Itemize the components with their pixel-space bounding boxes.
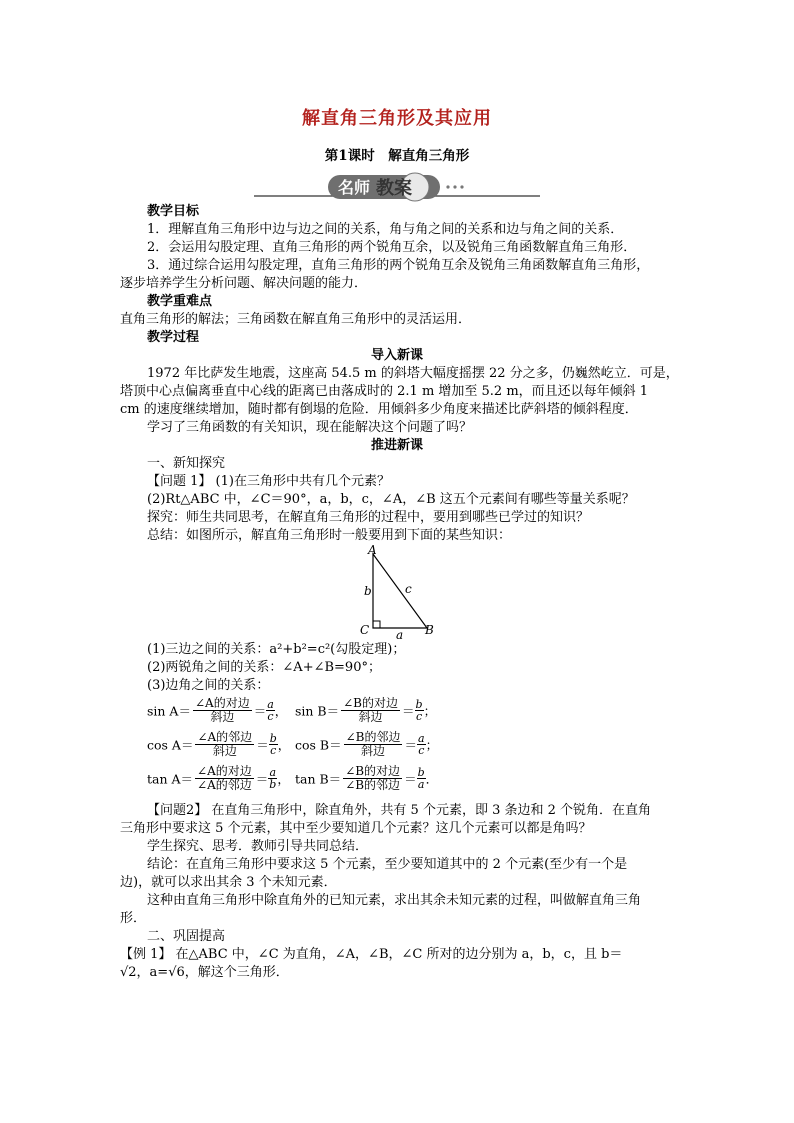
goal-1: 1．理解直角三角形中边与边之间的关系，角与角之间的关系和边与角之间的关系． <box>147 222 624 237</box>
question-2: 【问题2】 在直角三角形中，除直角外，共有 5 个元素，即 3 条边和 2 个锐角．在直角 <box>147 803 652 818</box>
goal-3-cont: 逐步培养学生分析问题、解决问题的能力． <box>120 276 368 291</box>
page-title: 解直角三角形及其应用 <box>302 108 492 129</box>
conclusion: 结论：在直角三角形中要求这 5 个元素，至少要知道其中的 2 个元素(至少有一个是 <box>147 857 628 872</box>
goals-heading: 教学目标 <box>147 204 200 219</box>
vertex-b-label: B <box>425 623 434 637</box>
definition: 这种由直角三角形中除直角外的已知元素，求出其余未知元素的过程，叫做解直角三角 <box>147 893 642 908</box>
question-1: 【问题 1】 (1)在三角形中共有几个元素？ <box>147 474 390 489</box>
goal-3: 3．通过综合运用勾股定理，直角三角形的两个锐角互余及锐角三角函数解直角三角形， <box>147 258 650 273</box>
side-c-label: c <box>405 582 412 596</box>
tan-b-formula: tan B＝ $\frac{\text{∠B的对边}}{\text{∠B的邻边}}$ ＝ $\frac{b}{a}$ ． <box>295 764 439 792</box>
teacher-plan-banner <box>254 172 540 202</box>
example-1-cont: √2，a=√6，解这个三角形． <box>120 965 289 980</box>
vertex-a-label: A <box>368 543 377 557</box>
tan-a-formula: tan A＝ $\frac{\text{∠A的对边}}{\text{∠A的邻边}}$ ＝ $\frac{a}{b}$ ， <box>147 764 290 792</box>
relation-1: (1)三边之间的关系：a²+b²=c²(勾股定理)； <box>147 642 406 657</box>
intro-heading: 导入新课 <box>370 348 423 363</box>
relation-2: (2)两锐角之间的关系：∠A+∠B=90°； <box>147 660 381 675</box>
side-a-label: a <box>396 628 404 642</box>
intro-line-1: 1972 年比萨发生地震，这座高 54.5 m 的斜塔大幅度摇摆 22 分之多，仍巍然屹立．可是， <box>147 366 679 381</box>
cos-b-formula: cos B＝ $\frac{\text{∠B的邻边}}{\text{斜边}}$ ＝ $\frac{a}{c}$ ； <box>295 730 439 758</box>
key-heading: 教学重难点 <box>147 294 213 309</box>
new-lesson-heading: 推进新课 <box>370 438 423 453</box>
intro-line-3: cm 的速度继续增加，随时都有倒塌的危险．用倾斜多少角度来描述比萨斜塔的倾斜程度． <box>120 402 638 417</box>
conclusion-cont: 边)，就可以求出其余 3 个未知元素． <box>120 875 337 890</box>
question-2-activity: 学生探究、思考．教师引导共同总结． <box>147 839 369 854</box>
question-2-cont: 三角形中要求这 5 个元素，其中至少要知道几个元素？这几个元素可以都是角吗？ <box>120 821 592 836</box>
question-1-b: (2)Rt△ABC 中，∠C＝90°，a，b，c，∠A，∠B 这五个元素间有哪些等量关系呢？ <box>147 492 635 507</box>
goal-2: 2．会运用勾股定理、直角三角形的两个锐角互余，以及锐角三角函数解直角三角形． <box>147 240 637 255</box>
definition-cont: 形． <box>120 911 147 926</box>
banner-right-text: 教案 <box>376 178 412 199</box>
banner-left-text: 名师 <box>338 178 371 197</box>
relation-3: (3)边角之间的关系： <box>147 678 270 693</box>
right-triangle-figure <box>355 542 445 642</box>
sin-a-formula: sin A＝ $\frac{\text{∠A的对边}}{\text{斜边}}$ ＝ $\frac{a}{c}$ ， <box>147 696 288 724</box>
side-b-label: b <box>364 584 372 598</box>
intro-line-2: 塔顶中心点偏离垂直中心线的距离已由落成时的 2.1 m 增加至 5.2 m，而且还以每年倾斜 1 <box>120 384 649 399</box>
sin-b-formula: sin B＝ $\frac{\text{∠B的对边}}{\text{斜边}}$ ＝ $\frac{b}{c}$ ； <box>295 696 437 724</box>
example-1: 【例 1】 在△ABC 中，∠C 为直角，∠A，∠B，∠C 所对的边分别为 a，b，c，且 b＝ <box>120 947 623 962</box>
process-heading: 教学过程 <box>147 330 200 345</box>
cos-a-formula: cos A＝ $\frac{\text{∠A的邻边}}{\text{斜边}}$ ＝ $\frac{b}{c}$ ， <box>147 730 291 758</box>
vertex-c-label: C <box>360 623 370 637</box>
part-2-heading: 二、巩固提高 <box>147 929 226 944</box>
part-1-heading: 一、新知探究 <box>147 456 226 471</box>
intro-line-4: 学习了三角函数的有关知识，现在能解决这个问题了吗？ <box>147 420 473 435</box>
explore-text: 探究：师生共同思考，在解直角三角形的过程中，要用到哪些已学过的知识？ <box>147 510 590 525</box>
summary-text: 总结：如图所示，解直角三角形时一般要用到下面的某些知识： <box>147 528 512 543</box>
key-text: 直角三角形的解法；三角函数在解直角三角形中的灵活运用． <box>120 312 472 327</box>
lesson-subtitle: 第1课时 解直角三角形 <box>324 148 470 164</box>
